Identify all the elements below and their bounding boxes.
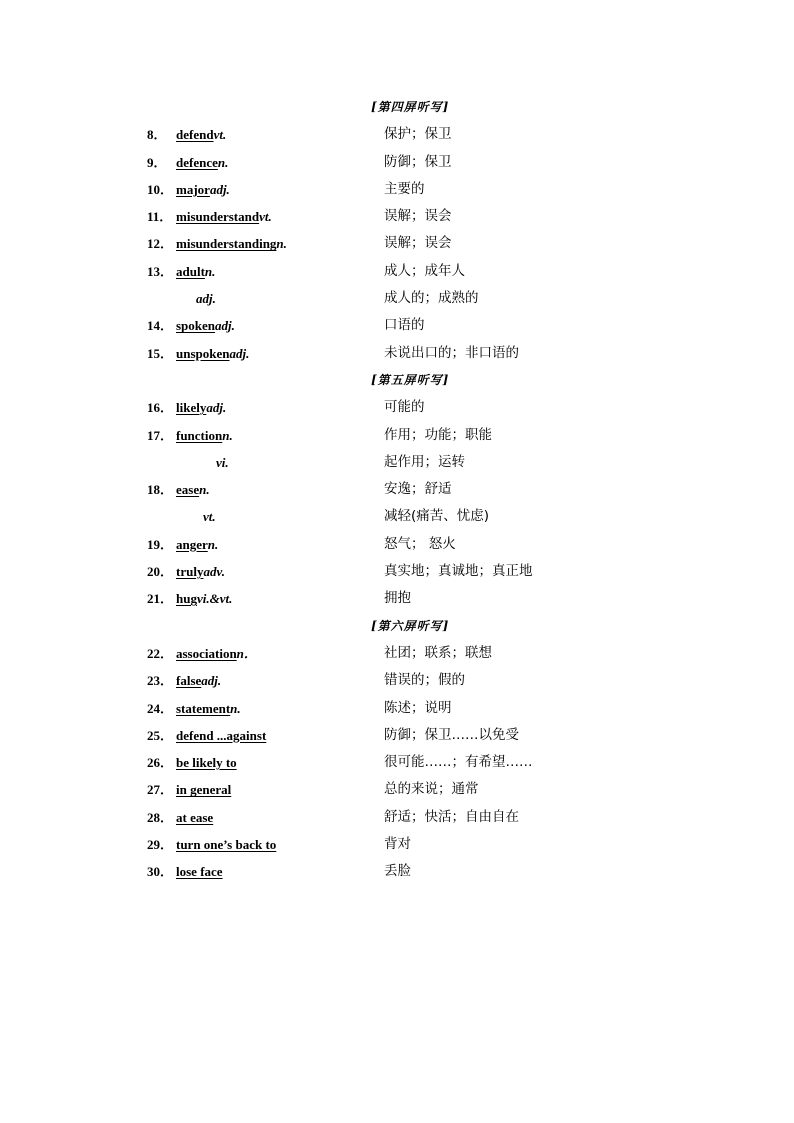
entry-english (176, 667, 221, 695)
section-header (0, 367, 794, 394)
entry-meaning: 安逸；舒适 (384, 481, 452, 498)
entry-word: ease (176, 482, 200, 498)
entry-meaning: 很可能……；有希望…… (384, 754, 533, 771)
entry-part-of-speech: adj. (215, 318, 235, 334)
entry-meaning: 减轻(痛苦、忧虑) (384, 508, 490, 525)
entry-part-of-speech: n. (230, 700, 241, 716)
entry-english (176, 476, 210, 504)
entry-meaning: 真实地；真诚地；真正地 (384, 563, 533, 580)
vocab-entry (0, 503, 794, 530)
entry-number: 19． (147, 536, 174, 552)
entry-number: 24． (147, 700, 174, 716)
entry-word: be likely to (176, 755, 237, 771)
entry-number: 16． (147, 400, 174, 416)
entry-english (176, 749, 237, 777)
vocab-entry (0, 340, 794, 367)
vocab-entry (0, 203, 794, 230)
vocab-entry (0, 558, 794, 585)
entry-number: 15． (147, 345, 174, 361)
entry-english (176, 776, 231, 804)
vocab-entry (0, 749, 794, 776)
vocab-entry (0, 585, 794, 612)
vocab-entry (0, 858, 794, 885)
entry-meaning: 社团；联系；联想 (384, 644, 492, 661)
entry-word: anger (176, 536, 208, 552)
entry-number: 12． (147, 236, 174, 252)
entry-english (176, 312, 235, 340)
entry-meaning: 总的来说；通常 (384, 781, 479, 798)
entry-word: major (176, 181, 210, 197)
entry-meaning: 可能的 (384, 399, 425, 416)
entry-part-of-speech: adj. (201, 673, 222, 689)
entry-english (176, 340, 249, 368)
entry-word: lose face (176, 864, 223, 880)
entry-meaning: 主要的 (384, 180, 425, 197)
entry-meaning: 陈述；说明 (384, 699, 452, 716)
entry-english (196, 285, 216, 313)
entry-english (176, 230, 287, 258)
entry-word: hug (176, 591, 197, 607)
entry-number: 11． (147, 209, 173, 225)
entry-number: 22． (147, 645, 174, 661)
entry-number: 20． (147, 564, 174, 580)
entry-english (176, 585, 232, 613)
entry-word: misunderstanding (176, 236, 277, 252)
entry-english (176, 804, 213, 832)
entry-meaning: 误解；误会 (384, 208, 452, 225)
entry-english (176, 258, 215, 286)
entry-meaning: 误解；误会 (384, 235, 452, 252)
vocab-entry (0, 285, 794, 312)
entry-word: turn one’s back to (176, 837, 277, 853)
entry-word: adult (176, 263, 205, 279)
entry-part-of-speech: vt. (259, 209, 272, 225)
entry-part-of-speech: adj. (196, 291, 216, 307)
entry-word: misunderstand (176, 209, 260, 225)
entry-number: 8． (147, 127, 167, 143)
vocabulary-document (0, 94, 794, 886)
entry-word: defend (176, 127, 214, 143)
entry-number: 29． (147, 837, 174, 853)
vocab-entry (0, 831, 794, 858)
entry-english (176, 121, 226, 149)
entry-part-of-speech: adv. (203, 564, 225, 580)
entry-english (176, 203, 272, 231)
entry-part-of-speech: n. (222, 427, 233, 443)
entry-meaning: 错误的；假的 (384, 672, 465, 689)
entry-part-of-speech: n. (204, 263, 216, 279)
vocab-entry (0, 422, 794, 449)
section-header-text: [第五屏听写] (371, 372, 450, 387)
entry-meaning: 未说出口的；非口语的 (384, 344, 519, 361)
entry-meaning: 舒适；快活；自由自在 (384, 808, 519, 825)
entry-word: association (176, 645, 237, 661)
entry-word: truly (176, 564, 204, 580)
entry-english (176, 149, 228, 177)
section-header (0, 94, 794, 121)
entry-part-of-speech: vi. (216, 454, 229, 470)
entry-word: likely (176, 400, 207, 416)
entry-word: at ease (176, 809, 214, 825)
vocab-entry (0, 230, 794, 257)
entry-english (176, 394, 226, 422)
entry-number: 30． (147, 864, 174, 880)
entry-part-of-speech: vt. (203, 509, 216, 525)
entry-meaning: 拥抱 (384, 590, 411, 607)
entry-english (176, 640, 257, 668)
entry-part-of-speech: n. (199, 482, 210, 498)
entry-word: spoken (176, 318, 216, 334)
vocab-entry (0, 667, 794, 694)
vocab-entry (0, 121, 794, 148)
vocab-entry (0, 258, 794, 285)
entry-meaning: 成人的；成熟的 (384, 290, 479, 307)
entry-meaning: 背对 (384, 836, 411, 853)
vocab-entry (0, 722, 794, 749)
entry-meaning: 保护；保卫 (384, 126, 452, 143)
entry-part-of-speech: n. (207, 536, 219, 552)
entry-word: unspoken (176, 345, 230, 361)
vocab-entry (0, 449, 794, 476)
entry-word: defend ...against (176, 727, 267, 743)
vocab-entry (0, 804, 794, 831)
entry-number: 13． (147, 263, 174, 279)
entry-part-of-speech: n． (236, 645, 257, 661)
section-header-text: [第四屏听写] (371, 100, 450, 114)
entry-english (176, 558, 225, 586)
entry-meaning: 作用；功能；职能 (384, 426, 492, 443)
entry-number: 21． (147, 591, 174, 607)
vocab-entry (0, 394, 794, 421)
entry-word: defence (176, 154, 218, 170)
entry-part-of-speech: vi.&vt. (196, 591, 233, 607)
entry-number: 26． (147, 755, 174, 771)
entry-part-of-speech: adj. (209, 181, 230, 197)
entry-word: false (176, 673, 202, 689)
entry-part-of-speech: adj. (206, 400, 227, 416)
entry-meaning: 防御；保卫……以免受 (384, 726, 519, 743)
entry-number: 14． (147, 318, 174, 334)
entry-part-of-speech: adj. (229, 345, 250, 361)
vocab-entry (0, 176, 794, 203)
entry-part-of-speech: n. (276, 236, 287, 252)
entry-word: in general (176, 782, 232, 798)
section-header (0, 613, 794, 640)
entry-meaning: 防御；保卫 (384, 153, 452, 170)
entry-meaning: 丢脸 (384, 863, 411, 880)
entry-meaning: 成人；成年人 (384, 262, 465, 279)
entry-english (176, 858, 223, 886)
entry-english (176, 831, 276, 859)
vocab-entry (0, 695, 794, 722)
entry-number: 27． (147, 782, 174, 798)
entry-meaning: 口语的 (384, 317, 425, 334)
entry-word: statement (176, 700, 231, 716)
entry-part-of-speech: vt. (213, 127, 227, 143)
entry-english (176, 176, 230, 204)
entry-number: 18． (147, 482, 174, 498)
entry-number: 17． (147, 427, 174, 443)
vocab-entry (0, 640, 794, 667)
entry-number: 23． (147, 673, 174, 689)
entry-meaning: 起作用；运转 (384, 453, 465, 470)
entry-english (176, 531, 218, 559)
entry-english (176, 422, 233, 450)
entry-english (203, 503, 216, 531)
vocab-entry (0, 776, 794, 803)
entry-number: 25． (147, 727, 174, 743)
entry-english (176, 722, 266, 750)
entry-part-of-speech: n. (217, 154, 229, 170)
entry-english (216, 449, 229, 477)
vocab-entry (0, 312, 794, 339)
entry-number: 28． (147, 809, 174, 825)
vocab-entry (0, 476, 794, 503)
vocab-entry (0, 531, 794, 558)
entry-english (176, 695, 241, 723)
entry-number: 10． (147, 181, 174, 197)
section-header-text: [第六屏听写] (371, 618, 450, 633)
vocab-entry (0, 149, 794, 176)
entry-meaning: 怒气； 怒火 (384, 535, 456, 552)
entry-word: function (176, 427, 223, 443)
entry-number: 9． (147, 154, 167, 170)
